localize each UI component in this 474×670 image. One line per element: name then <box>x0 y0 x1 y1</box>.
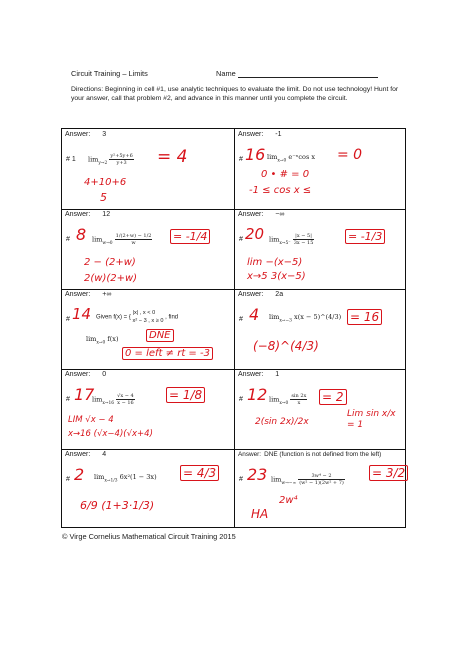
fraction-denominator: 3x − 15 <box>293 240 314 246</box>
limit-subscript: x→16 <box>102 400 115 406</box>
fraction-denominator: y+3 <box>116 160 127 166</box>
expression-body: f(x) <box>107 335 119 343</box>
fraction-numerator: 3w⁴ − 2 <box>298 473 345 480</box>
limit-expression: $\lim_{x\to 1/3} 6x^2(1 - 3x)$ <box>94 473 157 484</box>
circuit-cell <box>235 449 407 529</box>
fraction-denominator: (w² − 1)(2w² + 7) <box>299 480 344 486</box>
handwritten-work: 2(sin 2x)/2x <box>255 417 309 427</box>
circuit-cell <box>62 209 234 289</box>
answer-line <box>238 291 283 298</box>
handwritten-work: Lim sin x/x = 1 <box>347 409 396 430</box>
handwritten-result: = 0 <box>337 147 363 163</box>
given-prefix: Given <box>96 314 112 321</box>
answer-line <box>65 131 106 138</box>
answer-label: Answer: <box>238 211 264 218</box>
handwritten-work: 2w⁴ <box>279 495 298 506</box>
fraction-denominator: x − 16 <box>117 400 134 406</box>
handwritten-work: 2(w)(2+w) <box>84 273 138 284</box>
handwritten-work: 0 • # = 0 <box>261 169 310 180</box>
answer-label: Answer: <box>65 131 91 138</box>
limit-expression: $\lim_{y\to 2}$ $\frac{\text{y²+5y+6}}{y+3}$ <box>88 153 133 166</box>
limit-subscript: y→2 <box>98 160 108 166</box>
name-blank-line <box>238 77 378 78</box>
handwritten-work: 4+10+6 <box>84 177 127 188</box>
limit-subscript: x→0 <box>96 340 106 346</box>
expression-body: x(x − 5)^(4/3) <box>294 313 342 321</box>
handwritten-problem-number: 20 <box>245 225 265 243</box>
fraction <box>290 393 307 406</box>
handwritten-problem-number: 4 <box>249 305 260 324</box>
limit-expression: $\lim_{x\to-3} x(x$ − 5)^(4/3) <box>269 313 342 324</box>
handwritten-work: 5 <box>100 191 107 204</box>
handwritten-result: = -1/4 <box>170 229 210 244</box>
worksheet-title: Circuit Training – Limits <box>71 69 148 78</box>
answer-value: +∞ <box>102 291 112 298</box>
limit-expression: $\lim_{w\to 0}$ $\frac{1/(2+w) - 1/2}{w}$ <box>92 233 152 246</box>
fraction <box>109 153 133 166</box>
circuit-cell <box>62 369 234 449</box>
handwritten-problem-number: 17 <box>74 385 95 404</box>
piecewise-case: x² − 3 , x ≥ 0 <box>132 318 164 324</box>
answer-value: −∞ <box>275 211 285 218</box>
limit-expression: $\lim_{x\to 16}$ $\frac{√x - 4}{x - 16}$ <box>92 393 134 406</box>
problem-number: # 1 <box>66 156 76 163</box>
problem-number: # <box>239 236 243 243</box>
handwritten-problem-number: 16 <box>245 145 266 164</box>
answer-line <box>238 211 284 218</box>
name-label: Name <box>216 69 236 78</box>
circuit-cell <box>235 209 407 289</box>
directions-text: Directions: Beginning in cell #1, use analytic techniques to evaluate the limit. Do not use technology! Hunt for your answer, call that problem #2, and advance in this manner until you complete the circuit. <box>71 86 399 103</box>
piecewise-cases <box>133 309 164 325</box>
limit-subscript: x→0 <box>279 400 289 406</box>
handwritten-result: = 1/8 <box>166 387 205 403</box>
answer-value: -1 <box>275 131 282 138</box>
fraction <box>298 473 345 486</box>
answer-label: Answer: <box>238 371 264 378</box>
handwritten-problem-number: 14 <box>72 305 92 323</box>
piecewise-definition: Given f(x) = { |x| , x < 0 x² − 3 , x ≥ 0 , find <box>96 310 179 324</box>
answer-label: Answer: <box>65 451 91 458</box>
problem-number: # <box>239 476 243 483</box>
handwritten-result: DNE <box>146 329 174 342</box>
limit-expression: $\lim_{x\to 0}$ e⁻ˣcos x <box>267 153 316 164</box>
fraction-numerator: √x − 4 <box>117 393 134 399</box>
answer-value: 4 <box>102 451 107 458</box>
limit-expression: $\lim_{w\to-\infty}$ $\frac{\text{3w⁴ − 2}}{\text{(w² − 1)(2w² + 7)}}$ <box>271 473 344 486</box>
limit-subscript: x→1/3 <box>104 478 118 484</box>
answer-line <box>65 451 106 458</box>
problem-number: # <box>66 316 70 323</box>
fraction-numerator: 1/(2+w) − 1/2 <box>115 233 152 239</box>
handwritten-work: LIM √x − 4 <box>68 415 114 425</box>
problem-number: # <box>239 156 243 163</box>
fraction-numerator: |x − 5| <box>293 233 315 240</box>
answer-value: 1 <box>275 371 280 378</box>
circuit-cell <box>62 129 234 209</box>
handwritten-work: (−8)^(4/3) <box>253 339 319 353</box>
fraction-denominator: w <box>131 240 136 246</box>
problem-number: # <box>66 236 70 243</box>
answer-value: DNE (function is not defined from the left) <box>264 451 382 458</box>
answer-line <box>238 371 279 378</box>
handwritten-result: = 2 <box>319 389 347 405</box>
expression-body: 6x²(1 − 3x) <box>119 473 157 481</box>
limit-subscript: x→5⁻ <box>279 240 291 246</box>
limit-subscript: x→0 <box>277 158 287 164</box>
limit-subscript: w→0 <box>102 240 113 246</box>
answer-line <box>65 291 111 298</box>
answer-label: Answer: <box>65 211 91 218</box>
handwritten-result: = 4 <box>157 147 188 167</box>
fraction <box>293 233 315 246</box>
handwritten-result: = 4/3 <box>180 465 219 481</box>
handwritten-work: 6/9 (1+3·1/3) <box>80 499 155 512</box>
handwritten-result: = 16 <box>347 309 382 325</box>
answer-value: 3 <box>102 131 107 138</box>
handwritten-work: lim −(x−5) <box>247 257 303 268</box>
problem-number: # <box>66 396 70 403</box>
answer-line <box>65 371 106 378</box>
handwritten-problem-number: 12 <box>247 385 268 404</box>
handwritten-work: HA <box>251 507 269 521</box>
answer-value: 2a <box>275 291 284 298</box>
handwritten-work: 0 = left ≠ rt = -3 <box>122 347 213 360</box>
circuit-grid <box>61 128 406 528</box>
circuit-cell <box>62 289 234 369</box>
problem-number: # <box>66 476 70 483</box>
fraction-numerator: sin 2x <box>291 393 307 399</box>
handwritten-work: x→5 3(x−5) <box>247 271 306 282</box>
fraction <box>116 393 135 406</box>
copyright-footer: © Virge Cornelius Mathematical Circuit Training 2015 <box>62 532 236 541</box>
answer-value: 12 <box>102 211 111 218</box>
problem-number: # <box>239 396 243 403</box>
answer-label: Answer: <box>238 131 264 138</box>
handwritten-work: -1 ≤ cos x ≤ <box>249 185 312 196</box>
handwritten-result: = 3/2 <box>369 465 408 481</box>
circuit-cell <box>235 129 407 209</box>
limit-subscript: x→−3 <box>279 318 292 324</box>
problem-number: # <box>239 316 243 323</box>
answer-label: Answer: <box>65 291 91 298</box>
circuit-cell <box>235 289 407 369</box>
expression-body: e⁻ˣcos x <box>288 153 316 161</box>
fraction-denominator: x <box>297 400 301 406</box>
handwritten-result: = -1/3 <box>345 229 385 244</box>
fraction <box>115 233 153 246</box>
answer-line <box>65 211 110 218</box>
handwritten-problem-number: 23 <box>247 465 268 484</box>
answer-line <box>238 451 381 458</box>
circuit-cell <box>235 369 407 449</box>
limit-expression: $\lim_{x\to 0}$ $\frac{\sin 2x}{x}$ <box>269 393 307 406</box>
fraction-numerator: y²+5y+6 <box>110 153 133 159</box>
handwritten-problem-number: 8 <box>76 225 87 244</box>
limit-expression: $\lim_{x\to 5^-}$ $\frac{|x - 5|}{3x - 15}$ <box>269 233 314 246</box>
handwritten-problem-number: 2 <box>74 465 85 484</box>
answer-value: 0 <box>102 371 107 378</box>
answer-label: Answer: <box>238 451 262 458</box>
answer-line <box>238 131 282 138</box>
piecewise-case: |x| , x < 0 <box>132 310 156 316</box>
limit-expression: $\lim_{x\to 0} f(x)$ <box>86 335 119 346</box>
given-suffix: , find <box>165 314 179 321</box>
answer-label: Answer: <box>65 371 91 378</box>
handwritten-work: x→16 (√x−4)(√x+4) <box>68 429 153 439</box>
handwritten-work: 2 − (2+w) <box>84 257 136 268</box>
circuit-cell <box>62 449 234 529</box>
limit-subscript: w→−∞ <box>281 480 297 486</box>
answer-label: Answer: <box>238 291 264 298</box>
